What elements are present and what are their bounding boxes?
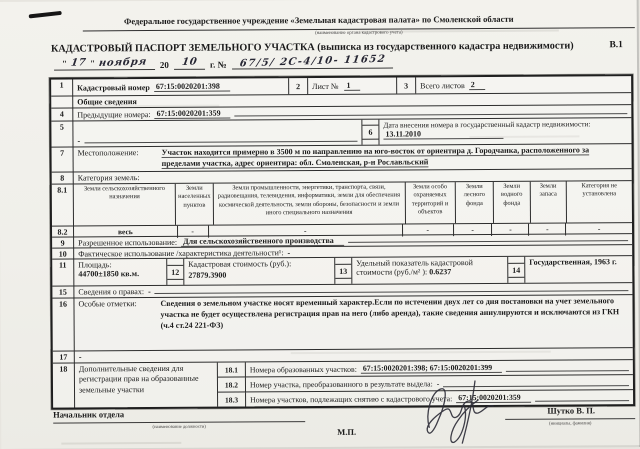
previous-numbers-value: 67:15:0020201:359 [155, 109, 231, 119]
row-number: 8 [52, 173, 74, 184]
cadastral-number-value: 67:15:0020201:398 [154, 82, 230, 92]
cadastral-table [49, 74, 635, 410]
seal-mark: М.П. [337, 426, 357, 437]
cell-number-14: 14 [507, 257, 525, 283]
rule-line [235, 113, 628, 116]
row-number: 1 [51, 80, 73, 96]
rights-label: Сведения о правах: [78, 287, 145, 297]
category-value-5: - [492, 224, 529, 236]
area-label: Площадь: [78, 260, 112, 270]
specific-cost-label: Удельный показатель кадастровой стоимости (руб./м² ): [356, 258, 473, 277]
scan-artifact [61, 442, 181, 445]
row-number: 9 [52, 238, 74, 248]
row-number: 4 [51, 109, 73, 121]
formed-parcels-label: Номера образованных участков: [249, 364, 357, 374]
rule-line [84, 141, 357, 144]
quote-open: " [61, 58, 68, 69]
row-7-location [52, 143, 632, 172]
category-col-water: Земли водного фонда [494, 182, 531, 223]
scan-edge-bottom [1, 445, 640, 449]
land-category-label: Категория земель: [77, 173, 140, 183]
location-label: Местоположение: [77, 148, 139, 158]
date-line [54, 53, 393, 71]
row-5-6-registration-date [51, 117, 631, 147]
permitted-use-label: Разрешенное использование: [78, 237, 178, 247]
handwritten-doc-number: 67/5/ 2С-4/10- 11652 [238, 53, 387, 70]
handwritten-day: 17 [70, 57, 87, 69]
category-value-3: - [403, 224, 454, 236]
row-number: 5 [51, 122, 73, 147]
row-number: 11 [52, 260, 74, 286]
row-number: 8.1 [52, 185, 74, 226]
previous-numbers-label: Предыдущие номера: [77, 109, 151, 119]
registration-date-label: Дата внесения номера в государственный кадастр недвижимости: [383, 119, 591, 130]
category-value-1: - [178, 226, 209, 238]
form-code: В.1 [609, 40, 623, 51]
signer-position: Начальник отдела [53, 409, 125, 420]
rule-line [348, 240, 628, 243]
quote-close: " [90, 58, 96, 69]
cell-number-13: 13 [334, 258, 352, 284]
row-number: 16 [52, 299, 74, 351]
row5-dash-value: - [77, 136, 81, 146]
rights-value: - [148, 287, 151, 297]
cell-number-12: 12 [166, 259, 184, 285]
category-value-7: - [597, 224, 601, 234]
category-col-agricultural: Земли сельскохозяйственного назначения [74, 184, 177, 226]
cell-number-3: 3 [396, 77, 416, 93]
year-prefix: 20 [159, 59, 169, 70]
transformed-parcel-value: - [436, 378, 440, 388]
general-info-label: Общие сведения [77, 97, 137, 107]
subrow-number: 18.1 [218, 362, 246, 376]
category-value-4: - [454, 224, 493, 236]
date-field [54, 57, 155, 71]
permitted-use-value: Для сельскохозяйственного производства [181, 236, 344, 247]
category-value-2: - [209, 224, 403, 237]
handwritten-signature [407, 379, 517, 446]
row-number: 17 [53, 352, 75, 363]
special-notes-label: Особые отметки: [78, 299, 137, 309]
rule-line [506, 370, 629, 372]
specific-cost-value: 0.6237 [429, 267, 452, 277]
category-col-industry: Земли промышленности, энергетики, транспорта, связи, радиовещания, телевидения, информатики, земли для обеспечения космической деятельности, земли обороны, безопасности и земли иного специального назначения [213, 182, 405, 224]
row-18-additional-info [53, 359, 633, 408]
removed-parcels-label: Номера участков, подлежащих снятию с кадастрового учета: [250, 393, 453, 404]
row-number: 18 [53, 364, 75, 408]
cadastral-number-label: Кадастровый номер [77, 82, 150, 92]
cadastral-cost-value: 27879.3900 [188, 270, 227, 280]
actual-use-label: Фактическое использование /характеристика деятельности¹: [78, 247, 284, 258]
category-col-protected: Земли особо охраняемых территорий и объектов [405, 182, 455, 223]
org-name: Федеральное государственное учреждение «Земельная кадастровая палата» по Смоленской области [123, 13, 514, 27]
additional-info-label: Дополнительные сведения для регистрации прав на образованные земельные участки [78, 363, 199, 395]
year-field [174, 57, 205, 70]
scan-edge-right [637, 0, 640, 447]
transformed-parcel-label: Номер участка, преобразованного в результате выдела: [249, 378, 433, 389]
row-number: 8.2 [52, 227, 74, 237]
cell-number-2: 2 [288, 78, 308, 94]
ownership-value: Государственная, 1963 г. [529, 257, 617, 267]
row-16-special-notes [52, 294, 632, 351]
position-caption: (наименование должности) [152, 423, 206, 430]
actual-use-value: - [287, 247, 291, 257]
doc-number-field [232, 53, 394, 70]
row17-dash-value: - [78, 352, 82, 362]
cell-number-6: 6 [361, 120, 379, 145]
cadastral-cost-label: Кадастровая стоимость (руб.): [188, 259, 292, 269]
sheet-value: 1 [345, 81, 361, 91]
category-value-6: - [529, 223, 566, 235]
special-notes-value: Сведения о земельном участке носят временный характер.Если по истечении двух лет со дня постановки на учет земельного участка не будет осуществлена регистрация прав на него (либо аренда), такие сведения аннулируются и исключаются из ГКН (ч.4 ст.24 221-ФЗ) [160, 296, 620, 330]
document-title: КАДАСТРОВЫЙ ПАСПОРТ ЗЕМЕЛЬНОГО УЧАСТКА (выписка из государственного кадастра недвижимости) [50, 40, 574, 55]
rule-line [535, 400, 629, 402]
total-sheets-value: 2 [469, 80, 485, 90]
row-number-empty [51, 97, 73, 108]
handwritten-month: ноября [98, 56, 148, 69]
subrow-number: 18.2 [218, 377, 246, 391]
location-value: Участок находится примерно в 3500 м по направлению на юго-восток от ориентира д. Городчанка, расположенного за пределами участка, адрес ориентира: обл. Смоленская, р-н Рославльский [161, 145, 590, 168]
registration-date-value: 13.11.2010 [383, 129, 503, 140]
category-col-reserve: Земли запаса [530, 181, 567, 222]
rule-line [155, 290, 629, 294]
row-number: 15 [52, 287, 74, 298]
row-8-1-category-headers [52, 180, 632, 226]
signer-name: Шутко В. П. [547, 405, 595, 416]
category-value-0: весь [74, 226, 178, 238]
row-11-14-area-cost [52, 255, 632, 286]
row-number: 10 [52, 249, 74, 259]
removed-parcels-value: 67:15:0020201:359 [456, 393, 530, 403]
category-col-settlements: Земли населенных пунктов [176, 184, 214, 225]
category-col-not-set: Категория не установлена [581, 182, 618, 198]
category-col-forest: Земли лесного фонда [456, 182, 495, 223]
name-caption: (инициалы, фамилия) [549, 420, 592, 426]
subrow-number: 18.3 [218, 392, 246, 406]
handwritten-year: 10 [181, 56, 198, 69]
total-sheets-label: Всего листов [420, 80, 465, 90]
area-value: 44700±1850 кв.м. [78, 269, 140, 279]
row-number: 7 [52, 148, 74, 172]
sheet-label: Лист № [312, 81, 339, 91]
org-caption: (наименование органа кадастрового учета) [315, 30, 403, 37]
formed-parcels-value: 67:15:0020201:398; 67:15:0020201:399 [361, 363, 502, 374]
year-suffix: г. № [209, 59, 227, 70]
